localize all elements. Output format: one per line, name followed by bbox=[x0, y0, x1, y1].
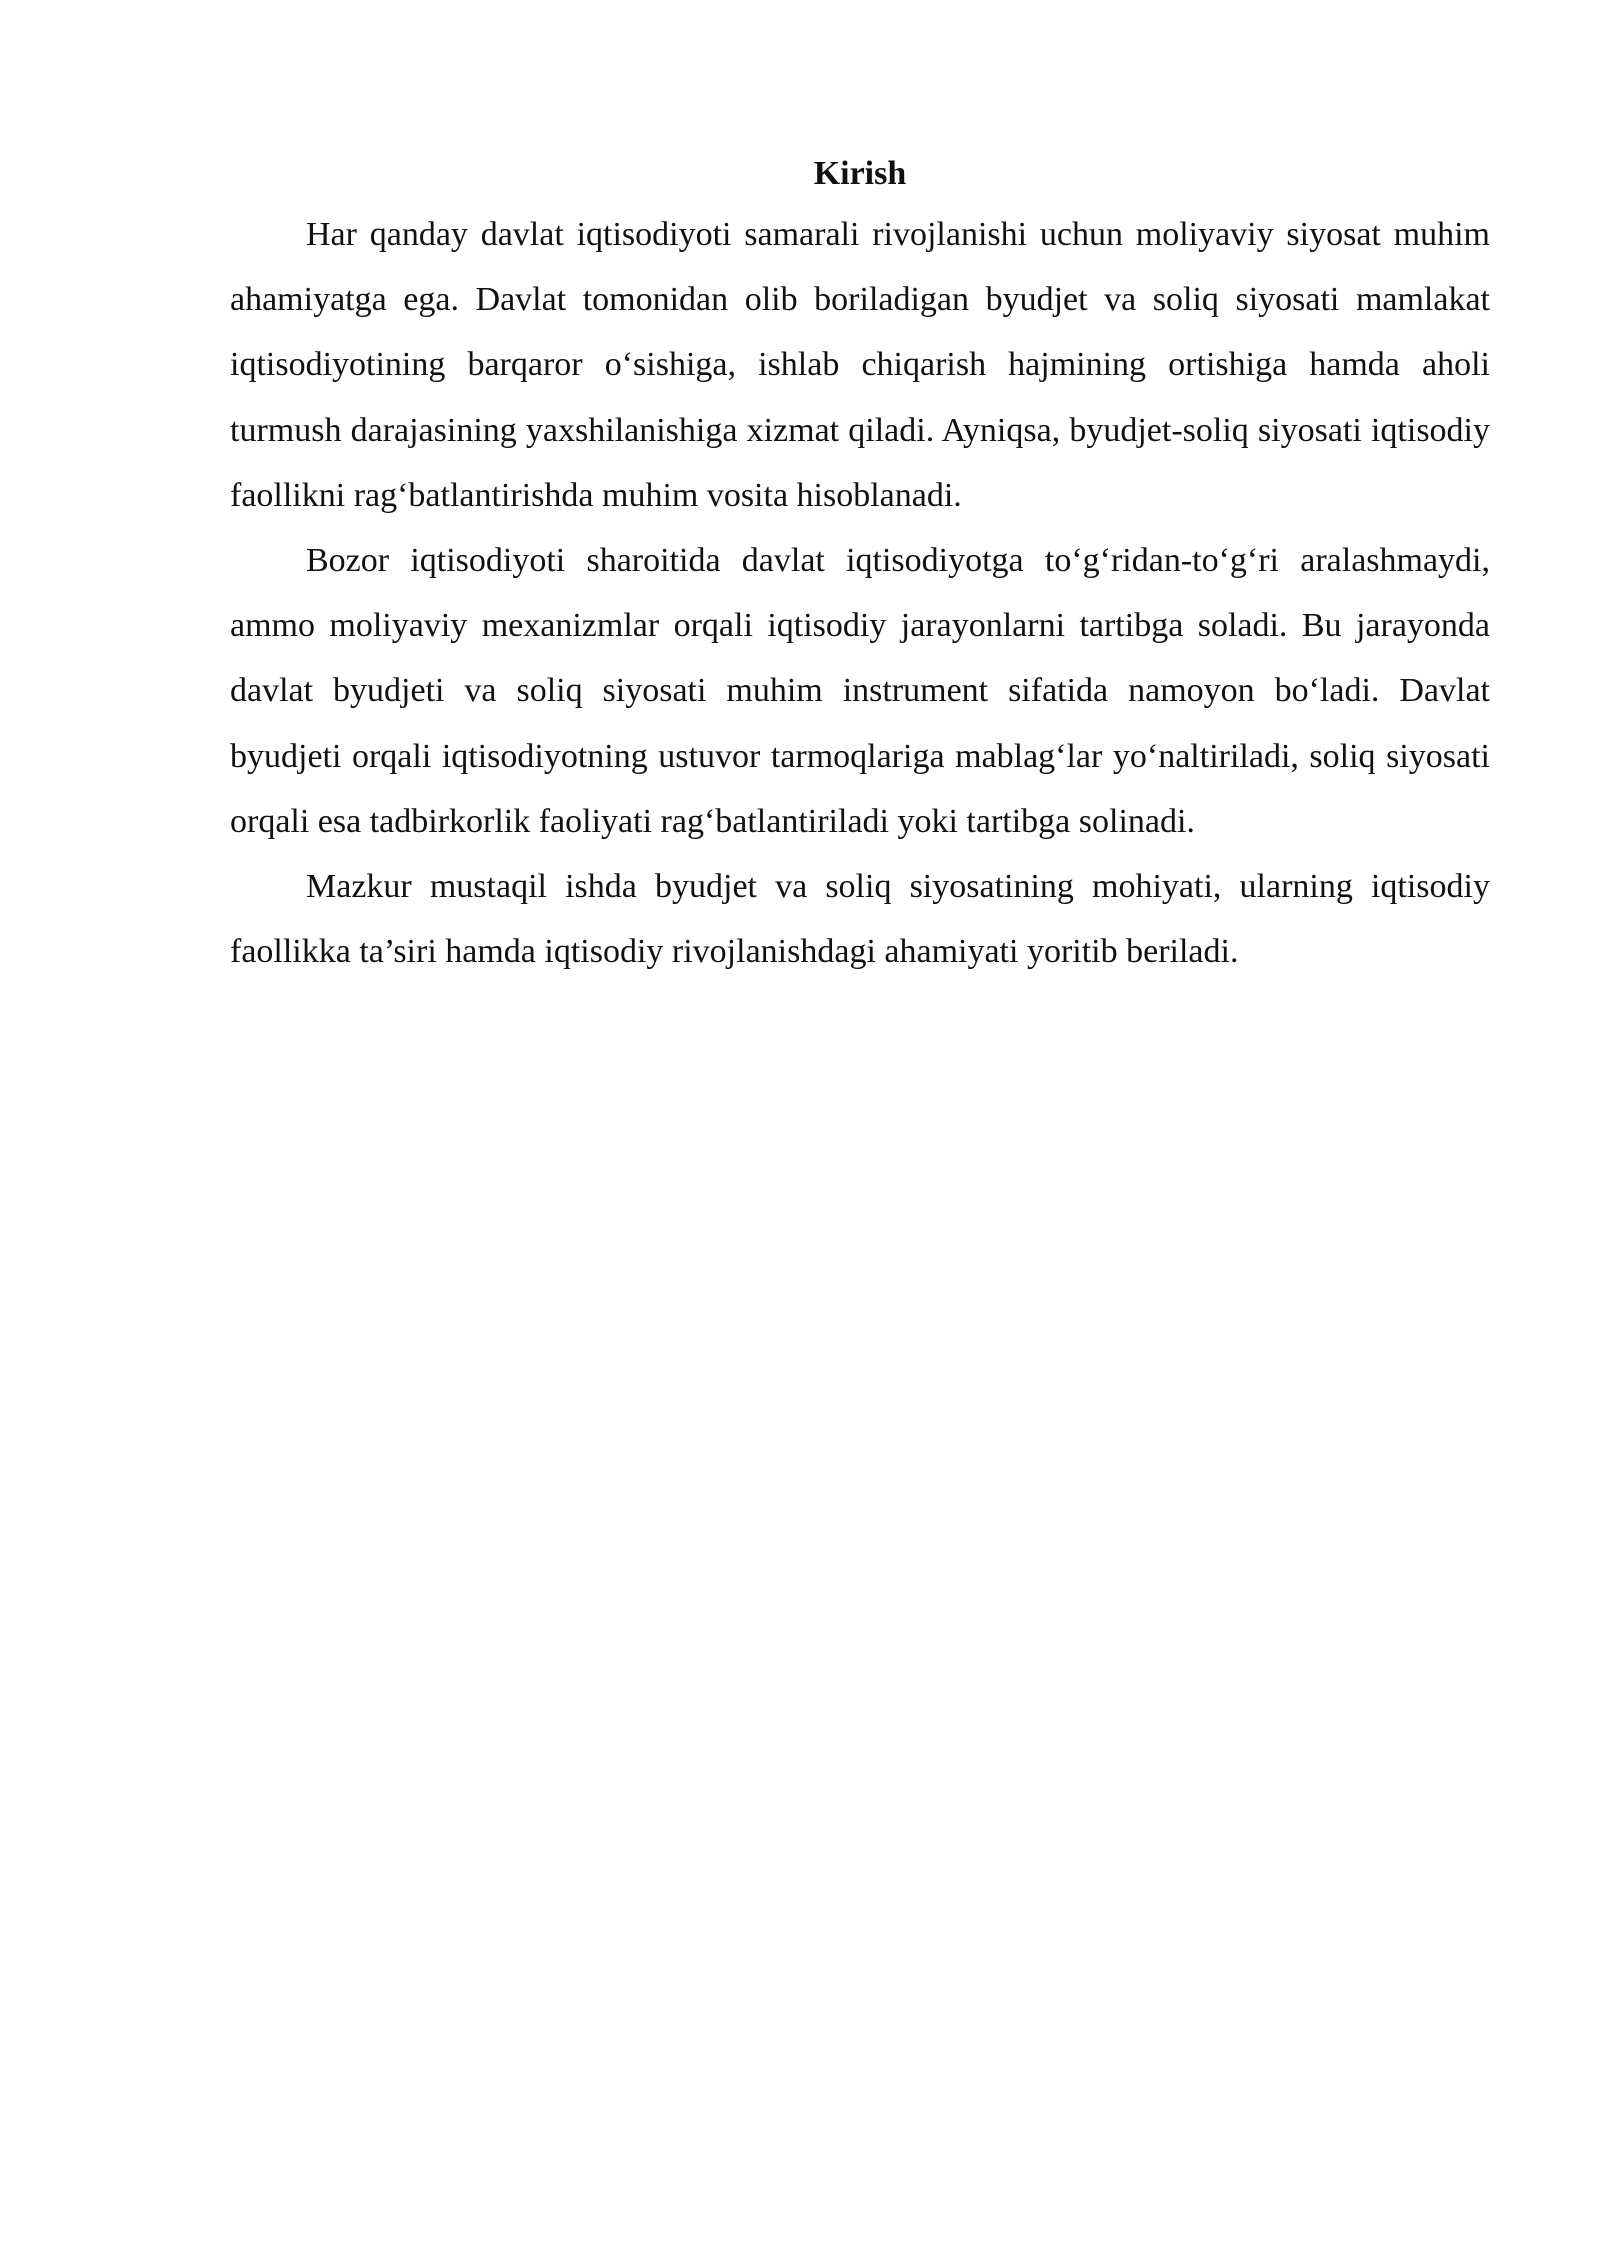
paragraph-1: Har qanday davlat iqtisodiyoti samarali rivojlanishi uchun moliyaviy siyosat muhim ahamiyatga ega. Davlat tomonidan olib boriladigan byudjet va soliq siyosati mamlakat iqtisodiyotining barqaror o‘sishiga, ishlab chiqarish hajmining ortishiga hamda aholi turmush darajasining yaxshilanishiga xizmat qiladi. Ayniqsa, byudjet-soliq siyosati iqtisodiy faollikni rag‘batlantirishda muhim vosita hisoblanadi. bbox=[230, 216, 1490, 514]
section-title: Kirish bbox=[813, 155, 907, 192]
paragraph-3: Mazkur mustaqil ishda byudjet va soliq siyosatining mohiyati, ularning iqtisodiy faollikka ta’siri hamda iqtisodiy rivojlanishdagi ahamiyati yoritib beriladi. bbox=[230, 868, 1490, 971]
paragraph-2: Bozor iqtisodiyoti sharoitida davlat iqtisodiyotga to‘g‘ridan-to‘g‘ri aralashmaydi, ammo moliyaviy mexanizmlar orqali iqtisodiy jarayonlarni tartibga soladi. Bu jarayonda davlat byudjeti va soliq siyosati muhim instrument sifatida namoyon bo‘ladi. Davlat byudjeti orqali iqtisodiyotning ustuvor tarmoqlariga mablag‘lar yo‘naltiriladi, soliq siyosati orqali esa tadbirkorlik faoliyati rag‘batlantiriladi yoki tartibga solinadi. bbox=[230, 542, 1490, 840]
document-body bbox=[230, 150, 1490, 984]
